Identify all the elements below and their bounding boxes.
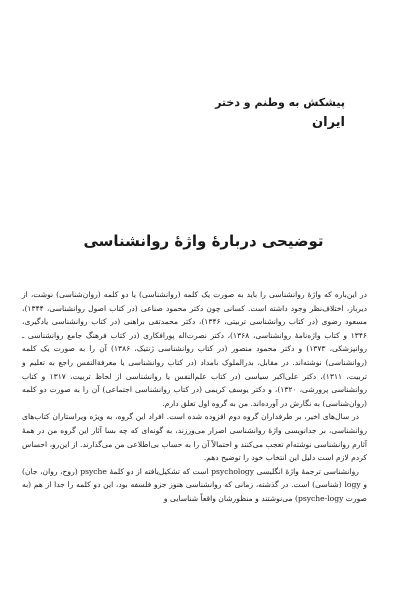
paragraph: در این‌باره که واژۀ روانشناسی را باید به صورت یک کلمه (روانشناسی) یا دو کلمه (روان‌شناسی) نوشت، از دیرباز، اختلاف‌نظر وجود داشته است. کسانی چون دکتر محمود صناعی (در کتاب اصول روانشناسی، ۱۳۴۴)، مسعود رضوی (در کتاب روانشناسی تربیتی، ۱۳۴۶)، دکتر محمدتقی براهنی (در کتاب روانشناسی یادگیری، ۱۳۴۶ و کتاب واژه‌نامۀ روانشناسی، ۱۳۶۸)، دکتر نصرت‌اله پورافکاری (در کتاب فرهنگ جامع روانشناسی ـ روانپزشکی، ۱۳۷۳) و دکتر محمود منصور (در کتاب روانشناسی ژنتیک، ۱۳۸۶) آن را به صورت یک کلمه (روانشناسی) نوشته‌اند. در مقابل، بدرالملوک بامداد (در کتاب روانشناسی یا معرفةالنفس راجع به تعلیم و تربیت، ۱۳۱۱)، دکتر علی‌اکبر سیاسی (در کتاب علم‌النفس یا روانشناسی از لحاظ تربیت، ۱۳۱۷ و کتاب روانشناسی پرورشی، ۱۳۲۰)، و دکتر یوسف کریمی (در کتاب روانشناسی اجتماعی) آن را به صورت دو کلمه (روان‌شناسی) به نگارش در آورده‌اند. من به گروه اول تعلق دارم. <box>22 290 367 408</box>
paragraph: در سال‌های اخیر، بر طرفداران گروه دوم افزوده شده است. افراد این گروه، به ویژه ویراستاران کتاب‌های روانشناسی، بر جدانویسی واژۀ روانشناسی اصرار می‌ورزند، به گونه‌ای که چه بسا آثار این گروه من در همۀ آثارم روانشناسی نوشته‌ام تعجب می‌کنند و احتمالاً آن را به حساب بی‌اطلاعی من می‌گذارند. از این‌رو، احساس کردم لازم است دلیل این انتخاب خود را توضیح دهم. <box>22 412 367 463</box>
body-text <box>22 288 367 506</box>
dedication <box>215 95 345 133</box>
paragraph: روانشناسی ترجمۀ واژۀ انگلیسی psychology است که تشکیل‌یافته از دو کلمۀ psyche (روح، روان، جان) و logy (شناسی) است. در گذشته، زمانی که روانشناسی هنوز جزو فلسفه بود، این دو کلمه را جدا از هم (به صورت psyche-logy) می‌نوشتند و منظورشان واقعاً شناسایی و <box>22 466 367 503</box>
dedication-line: پیشکش به وطنم و دختر <box>215 96 345 109</box>
dedication-name: ایران <box>312 115 345 130</box>
section-title: توضیحی دربارۀ واژۀ روانشناسی <box>83 232 324 250</box>
